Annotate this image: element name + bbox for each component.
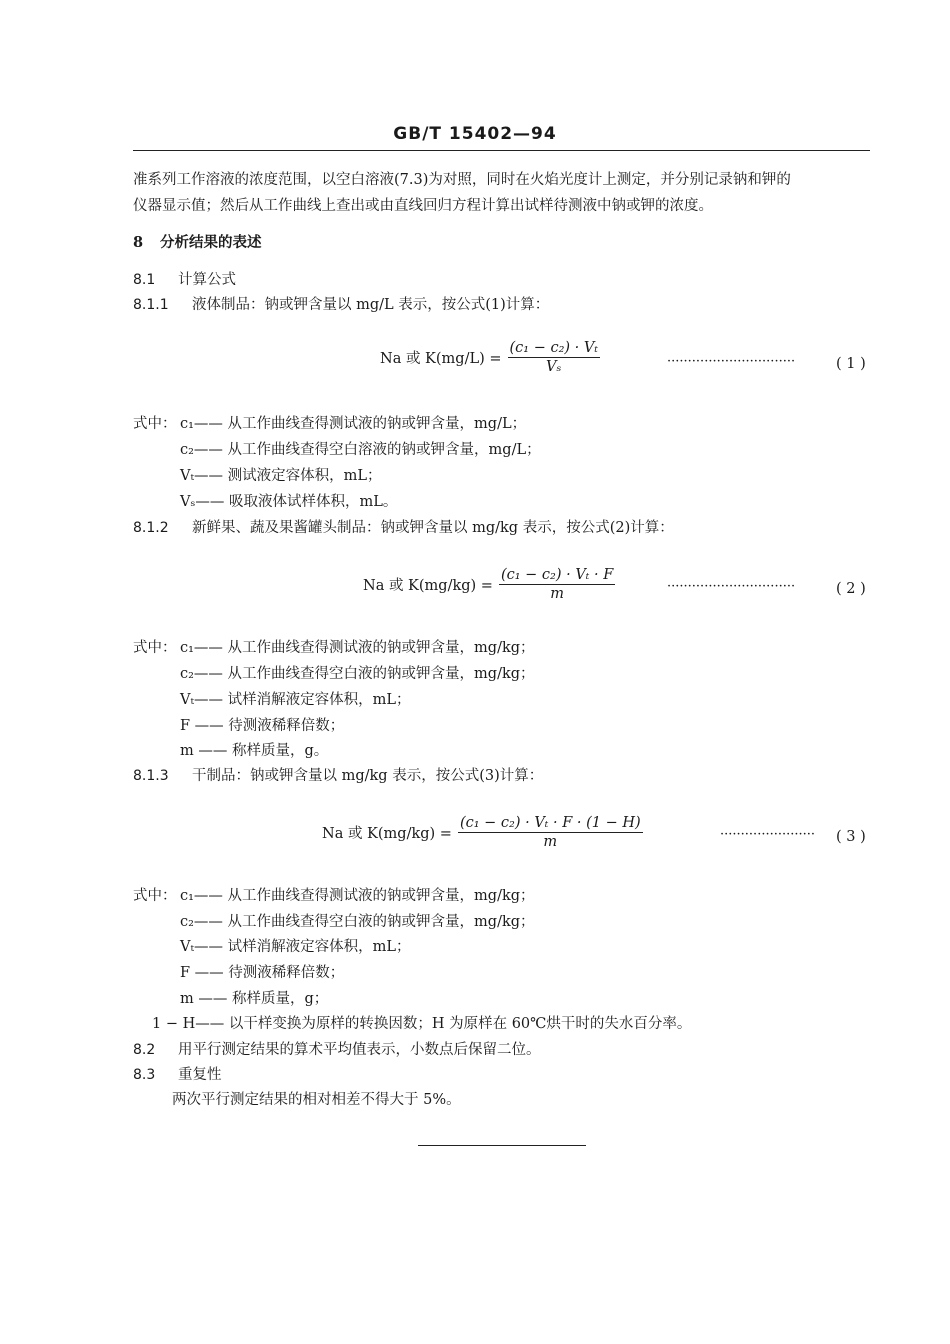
section-8-title: 分析结果的表述 (160, 234, 262, 251)
formula-2-lhs: Na 或 K(mg/kg) = (363, 578, 493, 594)
formula-3 (322, 815, 643, 850)
formula-2-leader: ······························· (667, 579, 796, 594)
defs-3-label: 式中： (133, 888, 177, 904)
end-rule (418, 1145, 586, 1146)
section-8-1-number: 8.1 (133, 272, 156, 288)
formula-1 (380, 340, 600, 375)
section-8-1-1-number: 8.1.1 (133, 297, 169, 313)
section-8-number: 8 (133, 234, 144, 251)
formula-3-leader: ······················· (720, 827, 816, 842)
def-2-c1: c₁—— 从工作曲线查得测试液的钠或钾含量，mg/kg； (180, 640, 535, 656)
def-1-vs: Vₛ—— 吸取液体试样体积，mL。 (180, 494, 398, 510)
intro-line-1: 准系列工作溶液的浓度范围，以空白溶液(7.3)为对照，同时在火焰光度计上测定，并分别记录钠和钾的 (133, 172, 791, 188)
def-2-f: F —— 待测液稀释倍数； (180, 718, 345, 734)
formula-1-denominator: Vₛ (546, 359, 562, 375)
section-8-1-3-text: 干制品：钠或钾含量以 mg/kg 表示，按公式(3)计算： (192, 768, 544, 784)
formula-3-lhs: Na 或 K(mg/kg) = (322, 826, 452, 842)
defs-2-label: 式中： (133, 640, 177, 656)
def-3-c1: c₁—— 从工作曲线查得测试液的钠或钾含量，mg/kg； (180, 888, 535, 904)
def-3-f: F —— 待测液稀释倍数； (180, 965, 345, 981)
def-3-vt: Vₜ—— 试样消解液定容体积，mL； (180, 939, 411, 955)
def-1-c2: c₂—— 从工作曲线查得空白溶液的钠或钾含量，mg/L； (180, 442, 541, 458)
section-8-3-number: 8.3 (133, 1067, 156, 1083)
header-rule (133, 150, 870, 151)
formula-3-numerator: (c₁ − c₂) · Vₜ · F · (1 − H) (459, 815, 641, 831)
section-8-3-text: 两次平行测定结果的相对相差不得大于 5%。 (172, 1092, 461, 1108)
formula-1-numerator: (c₁ − c₂) · Vₜ (509, 340, 598, 356)
defs-1-label: 式中： (133, 416, 177, 432)
formula-3-label: ( 3 ) (836, 829, 866, 845)
section-8-2-text: 用平行测定结果的算术平均值表示，小数点后保留二位。 (178, 1042, 541, 1058)
formula-1-leader: ······························· (667, 354, 796, 369)
def-3-conversion: 1 − H—— 以干样变换为原样的转换因数；H 为原样在 60℃烘干时的失水百分率。 (152, 1016, 692, 1032)
formula-2-numerator: (c₁ − c₂) · Vₜ · F (500, 567, 614, 583)
intro-line-2: 仪器显示值；然后从工作曲线上查出或由直线回归方程计算出试样待测液中钠或钾的浓度。 (133, 198, 713, 214)
section-8-1-2-number: 8.1.2 (133, 520, 169, 536)
def-1-c1: c₁—— 从工作曲线查得测试液的钠或钾含量，mg/L； (180, 416, 527, 432)
section-8-1-2-text: 新鲜果、蔬及果酱罐头制品：钠或钾含量以 mg/kg 表示，按公式(2)计算： (192, 520, 674, 536)
def-3-m: m —— 称样质量，g； (180, 991, 329, 1007)
def-2-c2: c₂—— 从工作曲线查得空白液的钠或钾含量，mg/kg； (180, 666, 535, 682)
section-8-1-1-text: 液体制品：钠或钾含量以 mg/L 表示，按公式(1)计算： (192, 297, 550, 313)
def-1-vt: Vₜ—— 测试液定容体积，mL； (180, 468, 382, 484)
section-8-3-title: 重复性 (178, 1067, 222, 1083)
def-2-vt: Vₜ—— 试样消解液定容体积，mL； (180, 692, 411, 708)
formula-2-denominator: m (550, 586, 564, 602)
section-8-1-title: 计算公式 (178, 272, 236, 288)
def-3-c2: c₂—— 从工作曲线查得空白液的钠或钾含量，mg/kg； (180, 914, 535, 930)
page-header: GB/T 15402—94 (393, 124, 557, 144)
formula-3-denominator: m (543, 834, 558, 850)
section-8-2-number: 8.2 (133, 1042, 156, 1058)
def-2-m: m —— 称样质量，g。 (180, 743, 329, 759)
formula-1-label: ( 1 ) (836, 356, 866, 372)
formula-1-lhs: Na 或 K(mg/L) = (380, 351, 502, 367)
formula-2-label: ( 2 ) (836, 581, 866, 597)
section-8-1-3-number: 8.1.3 (133, 768, 169, 784)
formula-2 (363, 567, 615, 602)
